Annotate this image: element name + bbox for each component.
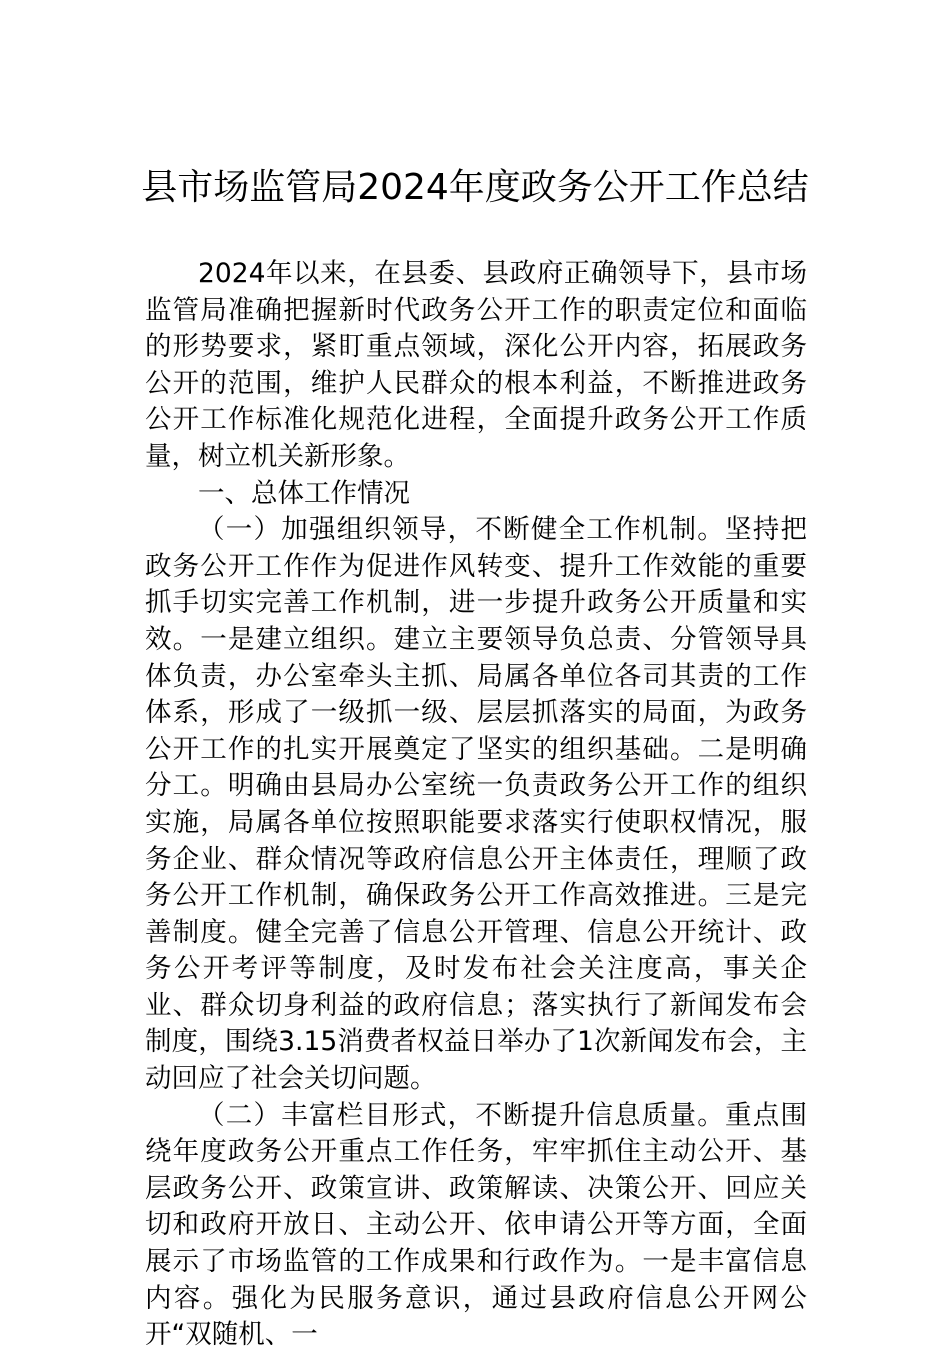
document-body: [145, 256, 807, 1354]
paragraph-columns: （二）丰富栏目形式，不断提升信息质量。重点围绕年度政务公开重点工作任务，牢牢抓住主动公开、基层政务公开、政策宣讲、政策解读、决策公开、回应关切和政府开放日、主动公开、依申请公开等方面，全面展示了市场监管的工作成果和行政作为。一是丰富信息内容。强化为民服务意识，通过县政府信息公开网公开“双随机、一: [145, 1099, 807, 1351]
document-title: 县市场监管局2024年度政务公开工作总结: [141, 167, 809, 208]
section-heading: 一、总体工作情况: [198, 477, 410, 509]
paragraph-organization: （一）加强组织领导，不断健全工作机制。坚持把政务公开工作作为促进作风转变、提升工作效能的重要抓手切实完善工作机制，进一步提升政务公开质量和实效。一是建立组织。建立主要领导负总责、分管领导具体负责，办公室牵头主抓、局属各单位各司其责的工作体系，形成了一级抓一级、层层抓落实的局面，为政务公开工作的扎实开展奠定了坚实的组织基础。二是明确分工。明确由县局办公室统一负责政务公开工作的组织实施，局属各单位按照职能要求落实行使职权情况，服务企业、群众情况等政府信息公开主体责任，理顺了政务公开工作机制，确保政务公开工作高效推进。三是完善制度。健全完善了信息公开管理、信息公开统计、政务公开考评等制度，及时发布社会关注度高，事关企业、群众切身利益的政府信息；落实执行了新闻发布会制度，围绕3.15消费者权益日举办了1次新闻发布会，主动回应了社会关切问题。: [145, 514, 807, 1095]
intro-paragraph: 2024年以来，在县委、县政府正确领导下，县市场监管局准确把握新时代政务公开工作的职责定位和面临的形势要求，紧盯重点领域，深化公开内容，拓展政务公开的范围，维护人民群众的根本利益，不断推进政务公开工作标准化规范化进程，全面提升政务公开工作质量，树立机关新形象。: [145, 258, 807, 472]
